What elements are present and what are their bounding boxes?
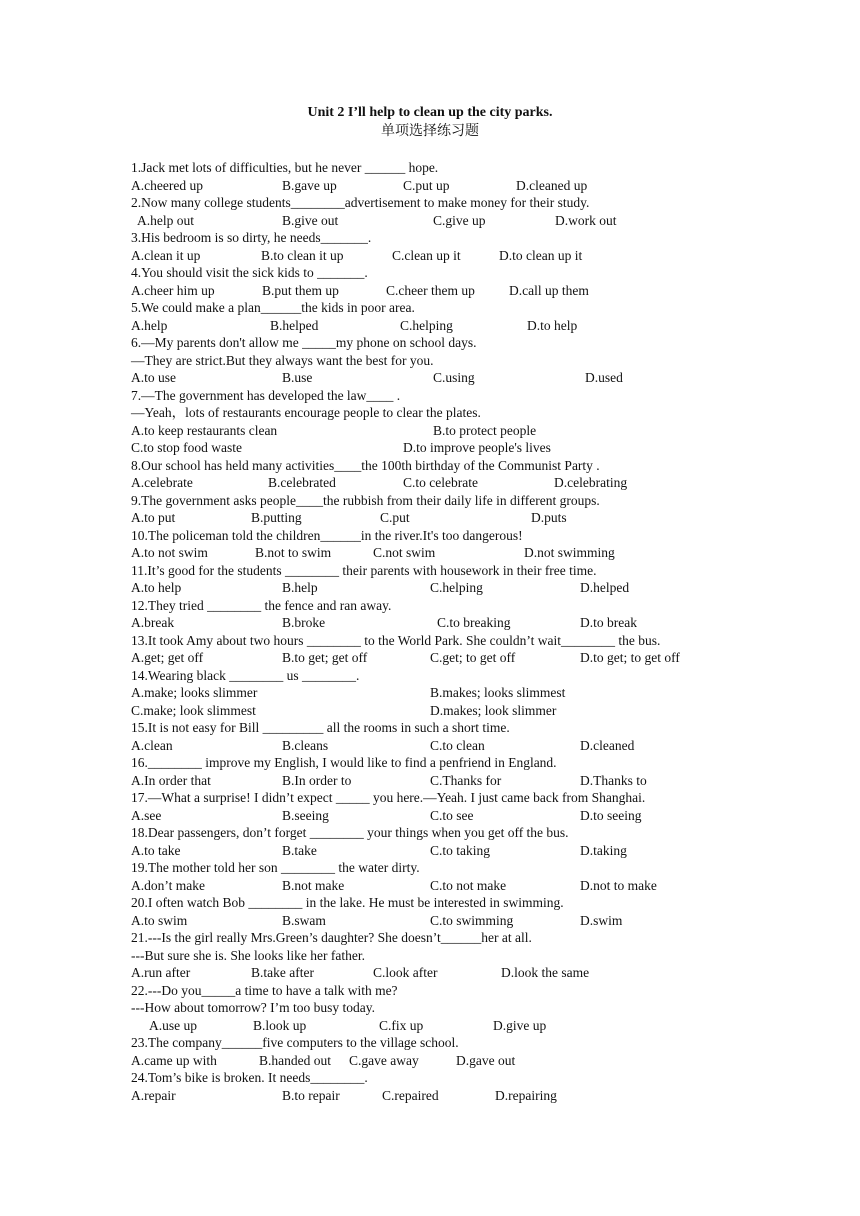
answer-option: A.run after	[131, 965, 191, 980]
question-text: 1.Jack met lots of difficulties, but he never ______ hope.	[131, 160, 439, 175]
answer-option: D.used	[585, 370, 623, 385]
question-text: 3.His bedroom is so dirty, he needs_______.	[131, 230, 372, 245]
answer-option: A.don’t make	[131, 877, 205, 893]
answer-option: A.help	[131, 317, 168, 333]
answer-option: A.to take	[131, 842, 181, 858]
question-text: —Yeah，lots of restaurants encourage people to clear the plates.	[131, 405, 481, 420]
question-text: 13.It took Amy about two hours ________ to the World Park. She couldn’t wait________ the bus.	[131, 632, 661, 648]
answer-option: C.to stop food waste	[131, 440, 242, 455]
answer-option: C.gave away	[349, 1052, 419, 1068]
question-text: 7.—The government has developed the law____ .	[131, 387, 401, 403]
answer-option: D.swim	[580, 912, 623, 928]
options-row	[131, 842, 731, 860]
answer-option: A.to use	[131, 370, 176, 385]
answer-option: B.help	[282, 580, 318, 595]
answer-option: C.clean up it	[392, 247, 461, 263]
answer-option: C.to swimming	[430, 912, 514, 928]
answer-option: D.taking	[580, 842, 627, 858]
question-text: 8.Our school has held many activities____the 100th birthday of the Communist Party .	[131, 457, 600, 473]
answer-option: A.break	[131, 615, 175, 630]
question-text: 23.The company______five computers to the village school.	[131, 1035, 459, 1050]
answer-option: D.to help	[527, 317, 578, 333]
answer-option: D.to get; to get off	[580, 650, 680, 665]
question-text: 24.Tom’s bike is broken. It needs________.	[131, 1070, 368, 1085]
answer-option: C.get; to get off	[430, 650, 516, 665]
question-text: 20.I often watch Bob ________ in the lake. He must be interested in swimming.	[131, 895, 564, 910]
options-row	[131, 422, 731, 440]
question-text: ---How about tomorrow? I’m too busy today.	[131, 1000, 375, 1015]
question-list	[131, 159, 731, 1104]
answer-option: B.celebrated	[268, 475, 336, 490]
answer-option: B.handed out	[259, 1052, 331, 1068]
question-text: 10.The policeman told the children______in the river.It's too dangerous!	[131, 527, 523, 543]
options-row	[131, 1017, 731, 1035]
answer-option: B.look up	[253, 1017, 307, 1033]
options-row	[131, 282, 731, 300]
answer-option: A.help out	[137, 212, 194, 228]
answer-option: B.makes; looks slimmest	[430, 685, 566, 700]
answer-option: C.to breaking	[437, 615, 511, 630]
answer-option: D.to clean up it	[499, 247, 583, 263]
answer-option: B.swam	[282, 912, 326, 928]
answer-option: D.call up them	[509, 282, 589, 298]
answer-option: B.broke	[282, 615, 326, 630]
options-row	[131, 247, 731, 265]
answer-option: C.using	[433, 370, 475, 385]
answer-option: B.cleans	[282, 737, 329, 753]
answer-option: D.look the same	[501, 965, 590, 980]
answer-option: A.came up with	[131, 1052, 217, 1068]
answer-option: A.clean it up	[131, 247, 201, 263]
answer-option: A.In order that	[131, 772, 211, 788]
question-text: —They are strict.But they always want the best for you.	[131, 352, 434, 368]
answer-option: D.repairing	[495, 1087, 557, 1103]
answer-option: C.fix up	[379, 1017, 424, 1033]
answer-option: C.cheer them up	[386, 282, 475, 298]
answer-option: A.to swim	[131, 912, 188, 928]
answer-option: C.make; look slimmest	[131, 702, 256, 718]
answer-option: C.to celebrate	[403, 475, 478, 490]
answer-option: A.to not swim	[131, 545, 208, 560]
answer-option: B.putting	[251, 510, 302, 525]
answer-option: B.In order to	[282, 772, 352, 788]
question-text: 18.Dear passengers, don’t forget ________ your things when you get off the bus.	[131, 825, 569, 840]
answer-option: B.take	[282, 842, 317, 858]
answer-option: D.cleaned	[580, 737, 635, 753]
answer-option: D.gave out	[456, 1052, 516, 1068]
question-text: 16.________ improve my English, I would like to find a penfriend in England.	[131, 755, 557, 770]
answer-option: B.to protect people	[433, 422, 537, 438]
question-text: ---But sure she is. She looks like her father.	[131, 947, 365, 963]
answer-option: C.give up	[433, 212, 486, 228]
answer-option: D.celebrating	[554, 475, 628, 490]
answer-option: B.give out	[282, 212, 339, 228]
answer-option: C.to clean	[430, 737, 485, 753]
options-row	[131, 317, 731, 335]
question-text: 15.It is not easy for Bill _________ all the rooms in such a short time.	[131, 720, 510, 735]
answer-option: B.to repair	[282, 1087, 340, 1103]
question-text: 21.---Is the girl really Mrs.Green’s daughter? She doesn’t______her at all.	[131, 930, 532, 945]
answer-option: D.helped	[580, 580, 630, 595]
answer-option: C.put	[380, 510, 410, 525]
question-text: 12.They tried ________ the fence and ran away.	[131, 597, 392, 613]
options-row	[131, 737, 731, 755]
options-row	[131, 964, 731, 982]
options-row	[131, 474, 731, 492]
options-row	[131, 369, 731, 387]
answer-option: C.to taking	[430, 842, 490, 858]
options-row	[131, 912, 731, 930]
options-row	[131, 1087, 731, 1105]
answer-option: D.not swimming	[524, 545, 615, 560]
options-row	[131, 212, 731, 230]
question-text: 22.---Do you_____a time to have a talk with me?	[131, 982, 398, 998]
answer-option: D.work out	[555, 212, 617, 228]
page-subtitle: 单项选择练习题	[381, 123, 479, 139]
options-row	[131, 702, 731, 720]
options-row	[131, 439, 731, 457]
options-row	[131, 614, 731, 632]
answer-option: A.celebrate	[131, 475, 193, 490]
answer-option: C.Thanks for	[430, 772, 502, 788]
answer-option: A.cheered up	[131, 177, 203, 193]
question-text: 14.Wearing black ________ us ________.	[131, 667, 360, 683]
question-text: 19.The mother told her son ________ the water dirty.	[131, 860, 420, 875]
answer-option: C.repaired	[382, 1087, 439, 1103]
question-text: 11.It’s good for the students ________ their parents with housework in their free time.	[131, 562, 597, 578]
answer-option: A.to keep restaurants clean	[131, 422, 278, 438]
answer-option: D.cleaned up	[516, 177, 588, 193]
answer-option: D.to improve people's lives	[403, 440, 551, 455]
answer-option: D.to break	[580, 615, 637, 630]
question-text: 2.Now many college students________advertisement to make money for their study.	[131, 195, 590, 210]
answer-option: D.not to make	[580, 877, 657, 893]
question-text: 17.—What a surprise! I didn’t expect _____ you here.—Yeah. I just came back from Shanghai.	[131, 790, 646, 805]
answer-option: C.not swim	[373, 545, 436, 560]
answer-option: A.get; get off	[131, 650, 204, 665]
answer-option: B.seeing	[282, 807, 329, 823]
answer-option: C.helping	[430, 580, 483, 595]
options-row	[131, 579, 731, 597]
answer-option: D.to seeing	[580, 807, 642, 823]
answer-option: B.to clean it up	[261, 247, 344, 263]
options-row	[131, 877, 731, 895]
answer-option: A.use up	[149, 1017, 197, 1033]
answer-option: B.take after	[251, 965, 314, 980]
question-text: 5.We could make a plan______the kids in poor area.	[131, 300, 415, 315]
question-text: 9.The government asks people____the rubbish from their daily life in different groups.	[131, 492, 600, 508]
answer-option: C.to not make	[430, 877, 507, 893]
options-row	[131, 684, 731, 702]
options-row	[131, 772, 731, 790]
options-row	[131, 177, 731, 195]
answer-option: A.to help	[131, 580, 182, 595]
options-row	[131, 807, 731, 825]
answer-option: C.look after	[373, 965, 438, 980]
answer-option: C.helping	[400, 317, 453, 333]
answer-option: C.put up	[403, 177, 450, 193]
answer-option: A.clean	[131, 737, 173, 753]
answer-option: D.Thanks to	[580, 772, 647, 788]
answer-option: D.puts	[531, 510, 567, 525]
answer-option: B.helped	[270, 317, 319, 333]
options-row	[131, 509, 731, 527]
answer-option: B.gave up	[282, 177, 337, 193]
answer-option: B.not make	[282, 877, 345, 893]
answer-option: A.repair	[131, 1087, 176, 1103]
options-row	[131, 1052, 731, 1070]
options-row	[131, 544, 731, 562]
options-row	[131, 649, 731, 667]
answer-option: B.put them up	[262, 282, 339, 298]
answer-option: B.not to swim	[255, 545, 332, 560]
answer-option: A.see	[131, 807, 162, 823]
answer-option: A.make; looks slimmer	[131, 685, 258, 700]
answer-option: B.use	[282, 370, 313, 385]
answer-option: A.to put	[131, 510, 176, 525]
answer-option: C.to see	[430, 807, 474, 823]
answer-option: D.give up	[493, 1017, 547, 1033]
question-text: 4.You should visit the sick kids to _______.	[131, 265, 368, 280]
answer-option: D.makes; look slimmer	[430, 702, 557, 718]
page-title: Unit 2 I’ll help to clean up the city parks.	[307, 105, 553, 120]
question-text: 6.—My parents don't allow me _____my phone on school days.	[131, 335, 477, 350]
answer-option: A.cheer him up	[131, 282, 215, 298]
answer-option: B.to get; get off	[282, 650, 368, 665]
